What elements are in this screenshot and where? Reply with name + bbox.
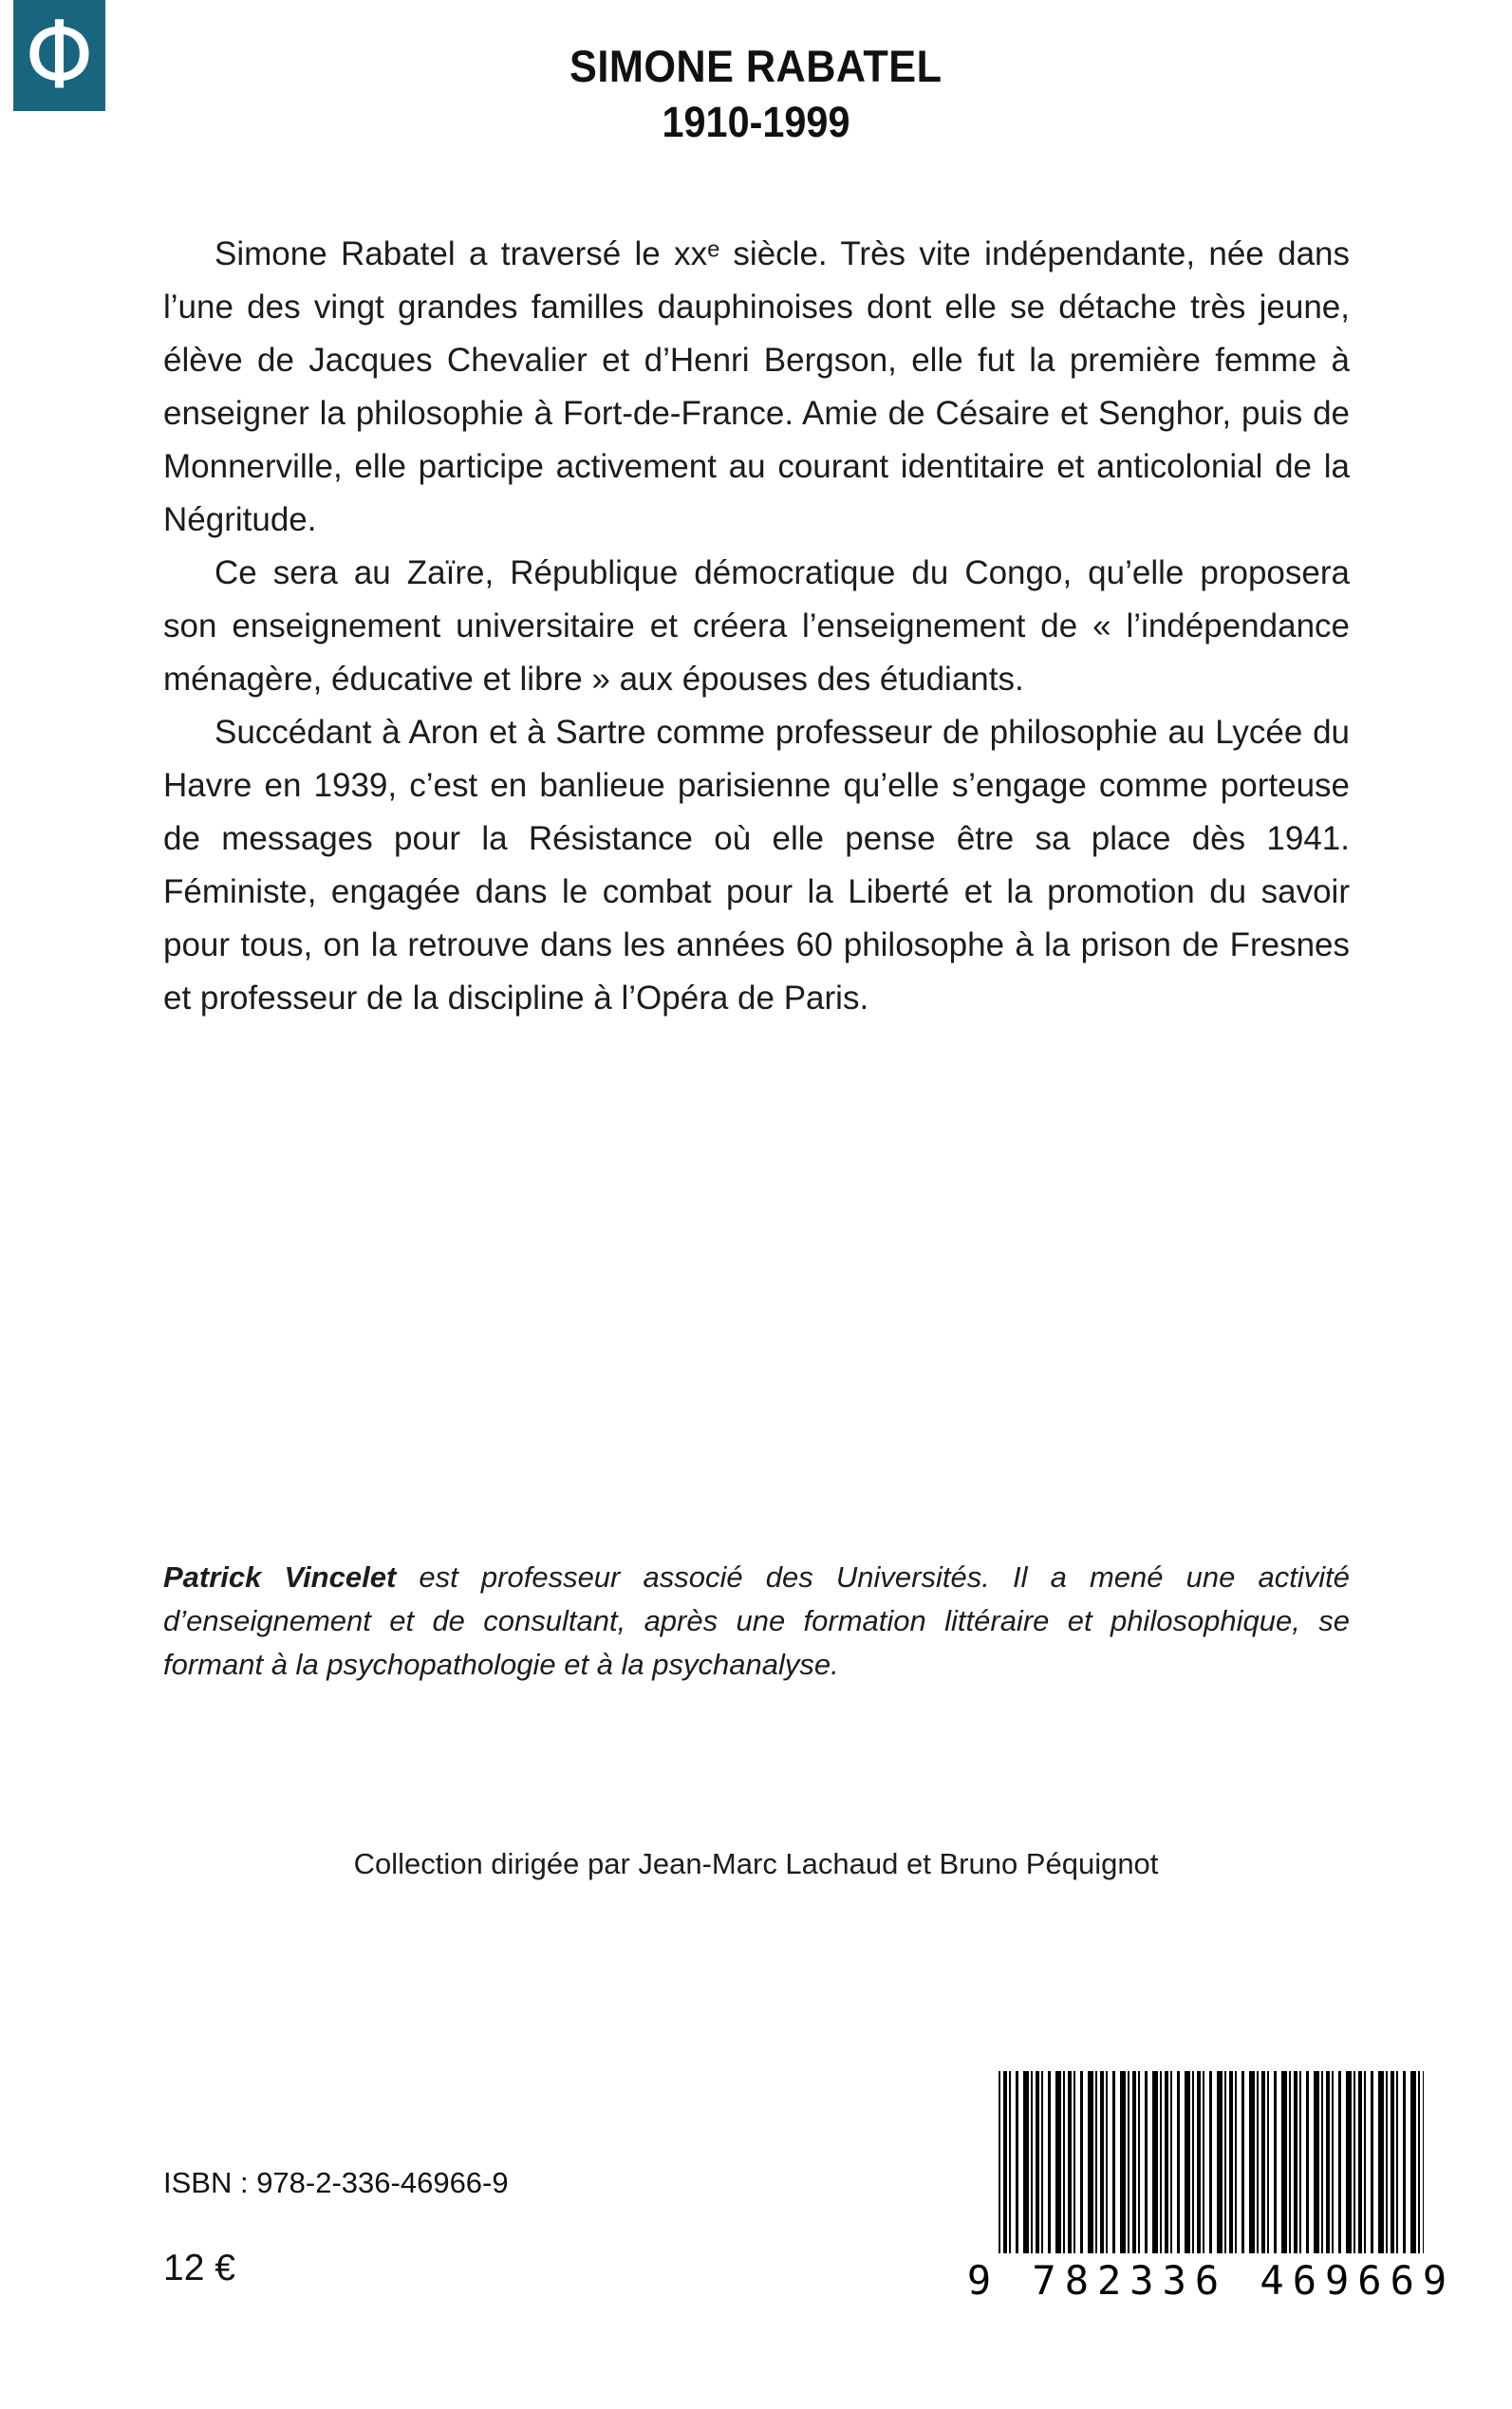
author-bio <box>163 1556 1350 1687</box>
life-dates: 1910-1999 <box>662 98 850 146</box>
blurb-paragraph: Ce sera au Zaïre, République démocratique du Congo, qu’elle proposera son enseignement universitaire et créera l’enseignement de « l’indépendance ménagère, éducative et libre » aux épouses des étudiants. <box>163 554 1350 698</box>
book-title: SIMONE RABATEL <box>569 41 943 91</box>
author-name: Patrick Vincelet <box>163 1560 397 1594</box>
barcode <box>966 2071 1456 2327</box>
barcode-digits: 9 782336 469669 <box>966 2257 1456 2304</box>
header <box>0 40 1512 147</box>
author-bio-text: est professeur associé des Universités. Il a mené une activité d’enseignement et de consultant, après une formation littéraire et philosophique, se formant à la psychopathologie et à la psychanalyse. <box>163 1560 1350 1681</box>
barcode-bars-icon <box>999 2071 1424 2253</box>
collection-credit: Collection dirigée par Jean-Marc Lachaud et Bruno Péquignot <box>353 1847 1159 1880</box>
isbn-text: ISBN : 978-2-336-46966-9 <box>163 2166 509 2199</box>
back-cover-blurb <box>163 228 1350 1025</box>
phi-logo-icon: Φ <box>25 0 94 110</box>
blurb-paragraph: Succédant à Aron et à Sartre comme professeur de philosophie au Lycée du Havre en 1939, c’est en banlieue parisienne qu’elle s’engage comme porteuse de messages pour la Résistance où elle pense être sa place dès 1941. Féministe, engagée dans le combat pour la Liberté et la promotion du savoir pour tous, on la retrouve dans les années 60 philosophe à la prison de Fresnes et professeur de la discipline à l’Opéra de Paris. <box>163 714 1350 1017</box>
price-text: 12 € <box>163 2248 235 2288</box>
blurb-paragraph: Simone Rabatel a traversé le xxᵉ siècle. Très vite indépendante, née dans l’une des vingt grandes familles dauphinoises dont elle se détache très jeune, élève de Jacques Chevalier et d’Henri Bergson, elle fut la première femme à enseigner la philosophie à Fort-de-France. Amie de Césaire et Senghor, puis de Monnerville, elle participe activement au courant identitaire et anticolonial de la Négritude. <box>163 235 1350 538</box>
